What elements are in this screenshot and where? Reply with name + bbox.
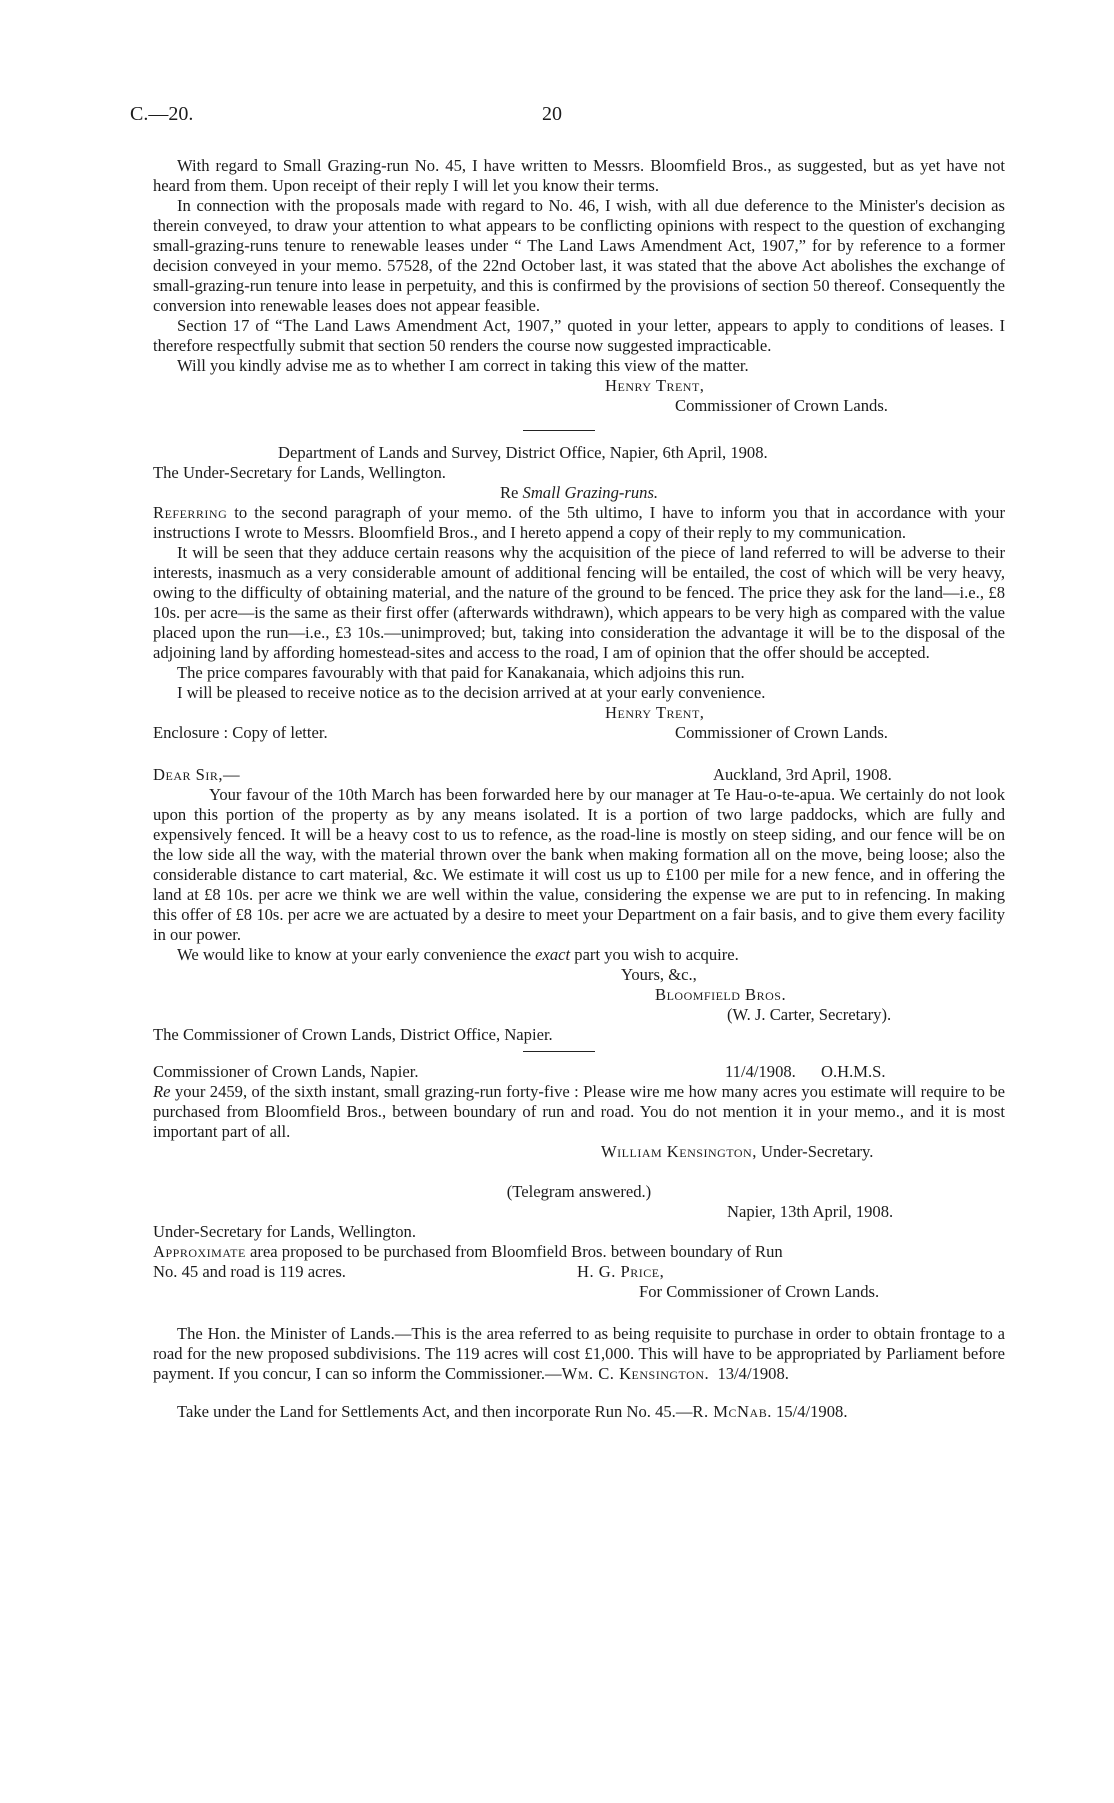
document-body bbox=[153, 156, 1005, 1422]
signature-name: William Kensington, bbox=[601, 1142, 757, 1161]
signature-name: H. G. Price, bbox=[577, 1262, 665, 1281]
signature-name: Henry Trent, bbox=[605, 376, 705, 395]
minute-date: 15/4/1908. bbox=[776, 1402, 848, 1421]
document-reference: C.—20. bbox=[130, 103, 194, 125]
complimentary-close: Yours, &c., bbox=[621, 965, 697, 984]
signature-name: R. McNab. bbox=[692, 1402, 772, 1421]
signature-secretary: (W. J. Carter, Secretary). bbox=[727, 1005, 892, 1024]
signature-name: Bloomfield Bros. bbox=[655, 985, 787, 1004]
paragraph bbox=[153, 1242, 1005, 1262]
paragraph bbox=[153, 1324, 1005, 1384]
telegram-sign-row bbox=[153, 1262, 1005, 1282]
opening-word: Approximate bbox=[153, 1242, 246, 1261]
minute-date: 13/4/1908. bbox=[717, 1364, 789, 1383]
enclosure-note: Enclosure : Copy of letter. bbox=[153, 723, 328, 742]
signature-title: Commissioner of Crown Lands. bbox=[675, 396, 888, 415]
paragraph: Your favour of the 10th March has been forwarded here by our manager at Te Hau-o-te-apua. We certainly do not look upon this portion of the property as by any means isolated. It is a portion of two large paddocks, which are fully and expensively fenced. It will be a heavy cost to us to refence, as the road-line is mostly on steep siding, and our fence will be on the low side all the way, with the material thrown over the bank when making formation all on the move, being loose; also the considerable distance to cart material, &c. We estimate it will cost us up to £100 per mile for a new fence, and in offering the land at £8 10s. per acre we think we are well within the value, considering the expense we are put to in refencing. In making this offer of £8 10s. per acre we are actuated by a desire to meet your Department on a fair basis, and to give them every facility in our power. bbox=[153, 785, 1005, 944]
paragraph bbox=[153, 1402, 1005, 1422]
paragraph: Section 17 of “The Land Laws Amendment Act, 1907,” quoted in your letter, appears to apply to conditions of leases. I therefore respectfully submit that section 50 renders the course now suggested impracticable. bbox=[153, 316, 1005, 355]
addressee: The Under-Secretary for Lands, Wellington. bbox=[153, 463, 446, 482]
telegram-under-secretary bbox=[153, 1062, 1005, 1162]
salutation-row bbox=[153, 765, 1005, 785]
paragraph: With regard to Small Grazing-run No. 45, I have written to Messrs. Bloomfield Bros., as suggested, but as yet have not heard from them. Upon receipt of their reply I will let you know their terms. bbox=[153, 156, 1005, 195]
addressee: The Commissioner of Crown Lands, District Office, Napier. bbox=[153, 1025, 553, 1044]
signature-line bbox=[601, 1142, 1005, 1162]
paragraph bbox=[153, 945, 1005, 965]
salutation: Dear Sir,— bbox=[153, 765, 241, 784]
letter-bloomfield-bros bbox=[153, 765, 1005, 1045]
paragraph-text: Take under the Land for Settlements Act, and then incorporate Run No. 45.— bbox=[177, 1402, 693, 1421]
telegram-note: (Telegram answered.) bbox=[506, 1182, 652, 1201]
paragraph bbox=[153, 503, 1005, 543]
signature-name: Wm. C. Kensington. bbox=[561, 1364, 710, 1383]
paragraph-text: area proposed to be purchased from Bloomfield Bros. between boundary of Run bbox=[250, 1242, 783, 1261]
telegram-date: 11/4/1908. bbox=[725, 1062, 796, 1081]
telegram-header-row bbox=[153, 1062, 1005, 1082]
minute-mcnab bbox=[153, 1402, 1005, 1422]
ohms-mark: O.H.M.S. bbox=[821, 1062, 886, 1081]
paragraph: The price compares favourably with that paid for Kanakanaia, which adjoins this run. bbox=[177, 663, 745, 682]
paragraph-text: your 2459, of the sixth instant, small grazing-run forty-five : Please wire me how many acres you estimate will require to be purchased from Bloomfield Bros., between boundary of run and road. You do not mention it in your memo., and it is most important part of all. bbox=[153, 1082, 1005, 1141]
paragraph-text: We would like to know at your early convenience the bbox=[177, 945, 531, 964]
paragraph-text: No. 45 and road is 119 acres. bbox=[153, 1262, 346, 1281]
signature-title: Commissioner of Crown Lands. bbox=[675, 723, 888, 742]
letter-small-grazing-runs bbox=[153, 443, 1005, 743]
page-number: 20 bbox=[542, 103, 562, 125]
subject-line bbox=[153, 483, 1005, 503]
paragraph: In connection with the proposals made with regard to No. 46, I wish, with all due deference to the Minister's decision as therein conveyed, to draw your attention to what appears to be conflicting opinions with respect to the question of exchanging small-grazing-runs tenure to renewable leases under “ The Land Laws Amendment Act, 1907,” for by reference to a former decision conveyed in your memo. 57528, of the 22nd October last, it was stated that the above Act abolishes the exchange of small-grazing-run tenure into lease in perpetuity, and this is confirmed by the provisions of section 50 thereof. Consequently the conversion into renewable leases does not appear feasible. bbox=[153, 196, 1005, 315]
paragraph: I will be pleased to receive notice as to the decision arrived at at your early convenience. bbox=[177, 683, 766, 702]
telegram-answer bbox=[153, 1182, 1005, 1302]
dateline: Auckland, 3rd April, 1908. bbox=[713, 765, 892, 784]
paragraph-text: to the second paragraph of your memo. of the 5th ultimo, I have to inform you that in accordance with your instructions I wrote to Messrs. Bloomfield Bros., and I hereto append a copy of their reply to my communication. bbox=[153, 503, 1005, 542]
signature-name: Henry Trent, bbox=[605, 703, 705, 722]
letter-henry-trent-continued bbox=[153, 156, 1005, 416]
paragraph bbox=[153, 1082, 1005, 1142]
paragraph: Will you kindly advise me as to whether I am correct in taking this view of the matter. bbox=[177, 356, 749, 375]
page-header bbox=[130, 104, 1000, 130]
addressee: Commissioner of Crown Lands, Napier. bbox=[153, 1062, 419, 1081]
signature-title: Under-Secretary. bbox=[761, 1142, 874, 1161]
dateline: Department of Lands and Survey, District Office, Napier, 6th April, 1908. bbox=[278, 443, 768, 462]
emphasis-word: exact bbox=[535, 945, 571, 964]
re-prefix: Re bbox=[153, 1082, 171, 1101]
signature-title: For Commissioner of Crown Lands. bbox=[639, 1282, 880, 1301]
addressee: Under-Secretary for Lands, Wellington. bbox=[153, 1222, 416, 1241]
opening-word: Referring bbox=[153, 503, 228, 522]
dateline: Napier, 13th April, 1908. bbox=[727, 1202, 894, 1221]
paragraph: It will be seen that they adduce certain reasons why the acquisition of the piece of land referred to will be adverse to their interests, inasmuch as a very considerable amount of additional fencing will be entailed, the cost of which will be very heavy, owing to the difficulty of obtaining material, and the nature of the ground to be fenced. The price they ask for the land—i.e., £8 10s. per acre—is the same as their first offer (afterwards withdrawn), which appears to be very high as compared with the value placed upon the run—i.e., £3 10s.—unimproved; but, taking into consideration the advantage it will be to the disposal of the adjoining land by affording homestead-sites and access to the road, I am of opinion that the offer should be accepted. bbox=[153, 543, 1005, 662]
subject-title: Small Grazing-runs. bbox=[522, 483, 659, 502]
subject-prefix: Re bbox=[499, 483, 519, 502]
paragraph-text: The Hon. the Minister of Lands.—This is the area referred to as being requisite to purchase in order to obtain frontage to a road for the new proposed subdivisions. The 119 acres will cost £1,000. This will have to be appropriated by Parliament before payment. If you concur, I can so inform the Commissioner.— bbox=[153, 1324, 1005, 1383]
paragraph-text: part you wish to acquire. bbox=[574, 945, 739, 964]
minute-kensington bbox=[153, 1324, 1005, 1384]
enclosure-row bbox=[153, 723, 1005, 743]
